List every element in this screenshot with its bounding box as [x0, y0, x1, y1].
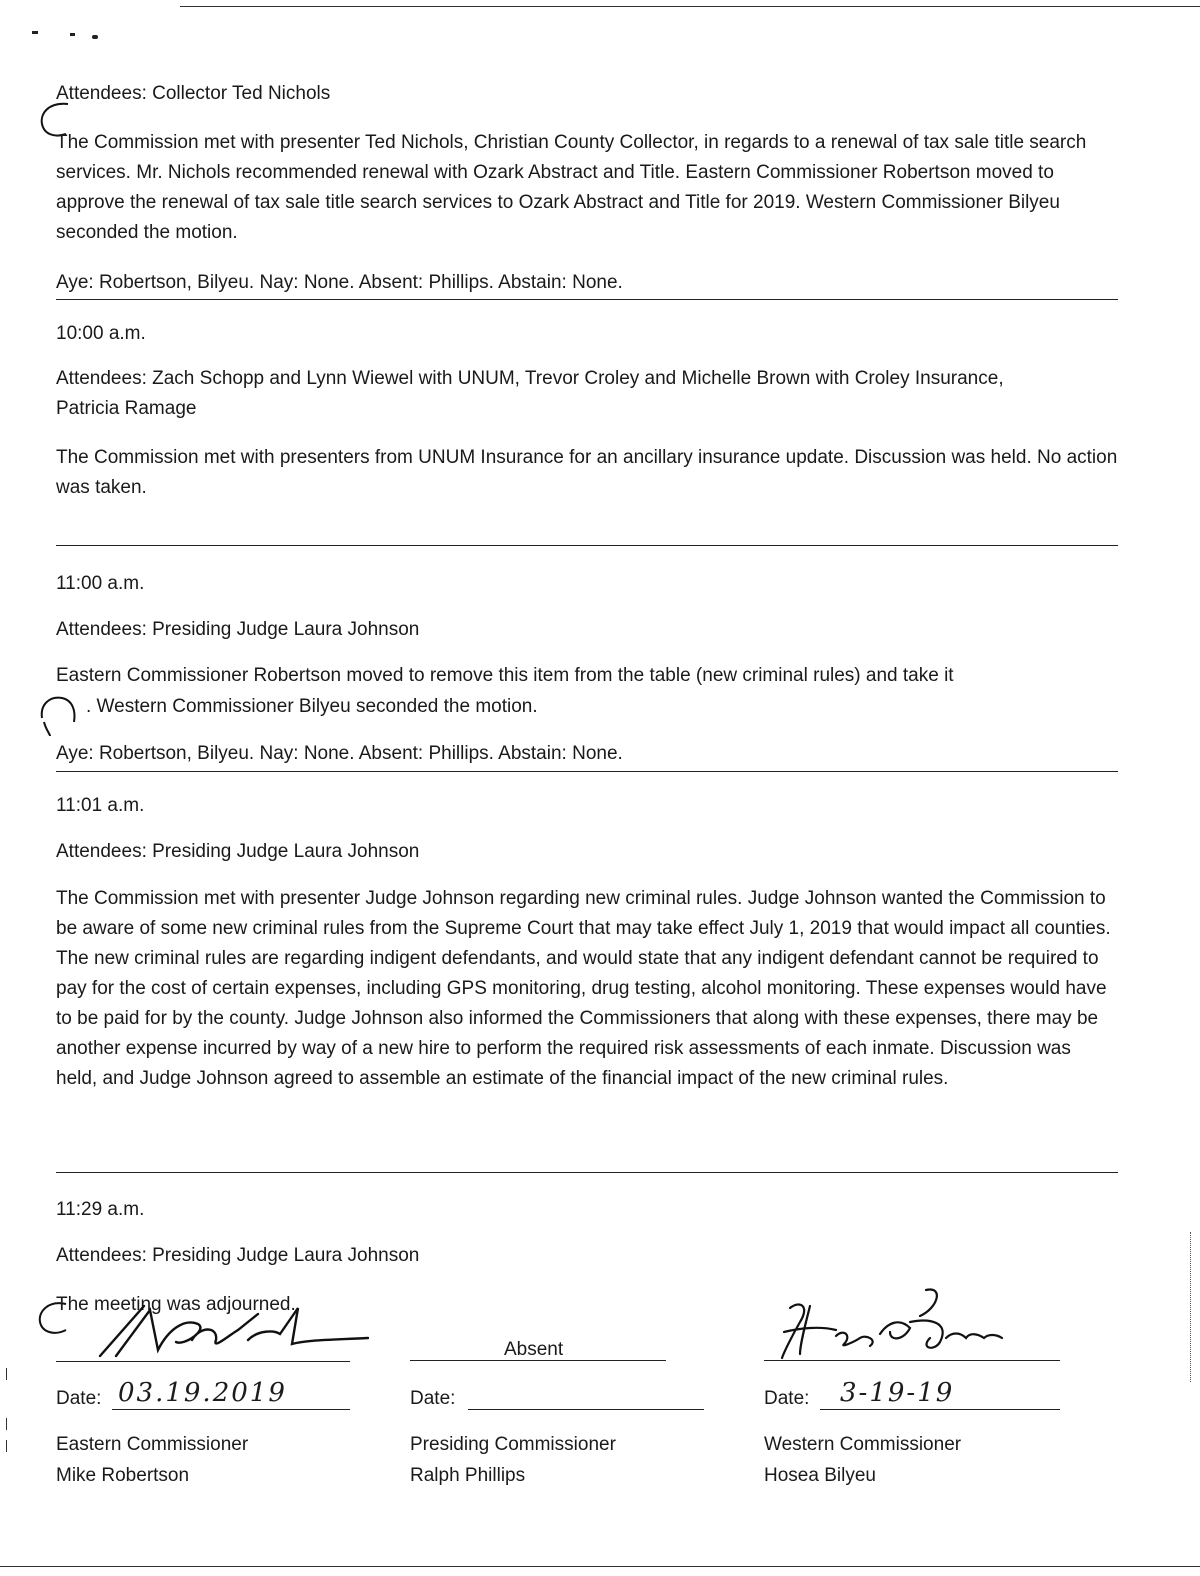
presiding-title: Presiding Commissioner: [410, 1434, 616, 1455]
section5-time: 11:29 a.m.: [56, 1199, 145, 1220]
western-date-label: Date:: [764, 1388, 810, 1409]
scan-left-tick-3: [6, 1440, 7, 1452]
eastern-date-label: Date:: [56, 1388, 102, 1409]
eastern-title: Eastern Commissioner: [56, 1434, 249, 1455]
divider-4: [56, 1172, 1118, 1173]
section5-body: The meeting was adjourned.: [56, 1294, 296, 1315]
section2-attendees: Attendees: Zach Schopp and Lynn Wiewel with UNUM, Trevor Croley and Michelle Brown with Croley Insurance, Patricia Ramage: [56, 368, 1004, 419]
presiding-status: Absent: [504, 1339, 564, 1360]
scan-speck-1: [32, 31, 38, 34]
eastern-signature-line: [56, 1361, 350, 1362]
section3-vote: Aye: Robertson, Bilyeu. Nay: None. Absent: Phillips. Abstain: None.: [56, 743, 623, 764]
section1-vote: Aye: Robertson, Bilyeu. Nay: None. Absent: Phillips. Abstain: None.: [56, 272, 623, 293]
section3-body-line1: Eastern Commissioner Robertson moved to remove this item from the table (new criminal rules) and take it: [56, 665, 954, 686]
scan-top-edge: [180, 6, 1200, 7]
presiding-name: Ralph Phillips: [410, 1465, 526, 1486]
scan-bottom-edge: [0, 1566, 1200, 1567]
eastern-date-value: 03.19.2019: [118, 1378, 287, 1408]
section1-attendees: Attendees: Collector Ted Nichols: [56, 83, 331, 104]
section3-time: 11:00 a.m.: [56, 573, 145, 594]
presiding-date-line: [468, 1409, 704, 1410]
section3-attendees: Attendees: Presiding Judge Laura Johnson: [56, 619, 420, 640]
eastern-name: Mike Robertson: [56, 1465, 190, 1486]
section2-body: The Commission met with presenters from UNUM Insurance for an ancillary insurance update. Discussion was held. No action was taken.: [56, 447, 1118, 498]
section4-body: The Commission met with presenter Judge Johnson regarding new criminal rules. Judge Johnson wanted the Commission to be aware of some new criminal rules from the Supreme Court that may take effect July 1, 2019 that would impact all counties. The new criminal rules are regarding indigent defendants, and would state that any indigent defendant cannot be required to pay for the cost of certain expenses, including GPS monitoring, drug testing, alcohol monitoring. These expenses would have to be paid for by the county. Judge Johnson also informed the Commissioners that along with these expenses, there may be another expense incurred by way of a new hire to perform the required risk assessments of each inmate. Discussion was held, and Judge Johnson agreed to assemble an estimate of the financial impact of the new criminal rules.: [56, 888, 1111, 1089]
robertson-signature: [88, 1300, 378, 1364]
presiding-date-label: Date:: [410, 1388, 456, 1409]
section2-time: 10:00 a.m.: [56, 323, 146, 344]
western-date-line: [820, 1409, 1060, 1410]
divider-3: [56, 771, 1118, 772]
hole-punch-2: [36, 692, 80, 740]
divider-1: [56, 299, 1118, 300]
section5-attendees: Attendees: Presiding Judge Laura Johnson: [56, 1245, 420, 1266]
scan-right-edge: [1190, 1232, 1192, 1382]
section4-time: 11:01 a.m.: [56, 795, 145, 816]
section3-body-line2: . Western Commissioner Bilyeu seconded the motion.: [86, 696, 538, 717]
section4-attendees: Attendees: Presiding Judge Laura Johnson: [56, 841, 420, 862]
western-name: Hosea Bilyeu: [764, 1465, 876, 1486]
western-signature-line: [764, 1360, 1060, 1361]
eastern-date-line: [112, 1409, 350, 1410]
western-date-value: 3-19-19: [840, 1378, 955, 1408]
scan-left-tick-1: [6, 1368, 7, 1380]
bilyeu-signature: [770, 1282, 1020, 1364]
divider-2: [56, 545, 1118, 546]
scan-speck-2: [70, 33, 75, 36]
western-title: Western Commissioner: [764, 1434, 962, 1455]
scan-speck-3: [92, 35, 98, 39]
scan-left-tick-2: [6, 1418, 7, 1430]
section1-body: The Commission met with presenter Ted Nichols, Christian County Collector, in regards to a renewal of tax sale title search services. Mr. Nichols recommended renewal with Ozark Abstract and Title. Eastern Commissioner Robertson moved to approve the renewal of tax sale title search services to Ozark Abstract and Title for 2019. Western Commissioner Bilyeu seconded the motion.: [56, 132, 1087, 243]
